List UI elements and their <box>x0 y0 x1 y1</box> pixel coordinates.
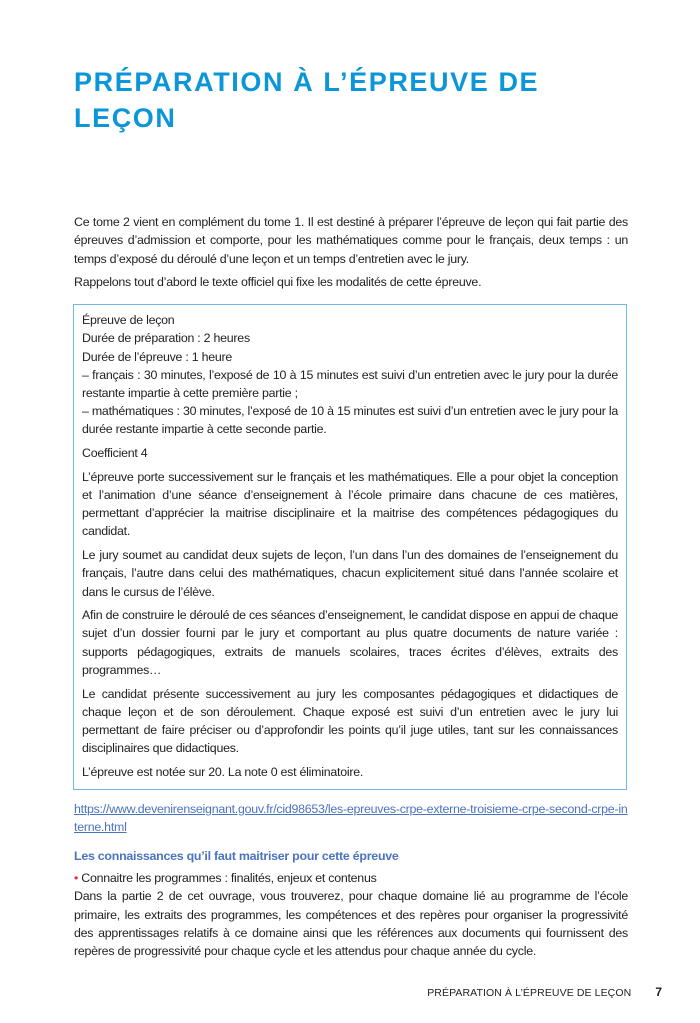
box-paragraph: L’épreuve est notée sur 20. La note 0 est éliminatoire. <box>82 764 364 779</box>
official-link[interactable]: https://www.devenirenseignant.gouv.fr/cid98653/les-epreuves-crpe-externe-troisieme-crpe-second-crpe-interne.html <box>74 802 628 835</box>
intro <box>74 213 628 296</box>
box-line: – français : 30 minutes, l’exposé de 10 à 15 minutes est suivi d’un entretien avec le jury pour la durée restante impartie à cette première partie ; <box>82 367 618 400</box>
section-body <box>74 869 628 965</box>
bullet-item <box>74 869 628 887</box>
intro-paragraph: Ce tome 2 vient en complément du tome 1. Il est destiné à préparer l’épreuve de leçon qui fait partie des épreuves d’admission et comporte, pour les mathématiques comme pour le français, deux temps : un temps d’exposé du déroulé d’une leçon et un temps d’entretien avec le jury. <box>74 215 628 266</box>
running-footer: PRÉPARATION À L’ÉPREUVE DE LEÇON <box>427 987 632 1000</box>
bullet-title: Connaitre les programmes : finalités, enjeux et contenus <box>81 870 377 885</box>
coefficient: Coefficient 4 <box>82 446 148 461</box>
page-number: 7 <box>655 985 662 1000</box>
box-line: Durée de préparation : 2 heures <box>82 331 250 346</box>
section-heading: Les connaissances qu’il faut maitriser pour cette épreuve <box>74 848 399 863</box>
intro-paragraph: Rappelons tout d’abord le texte officiel qui fixe les modalités de cette épreuve. <box>74 274 482 289</box>
box-paragraph: Le candidat présente successivement au jury les composantes pédagogiques et didactiques de chaque leçon et de son déroulement. Chaque exposé est suivi d’un entretien avec le jury lui permettant de faire préciser ou d’approfondir les points qu’il juge utiles, tant sur les connaissances disciplinaires que didactiques. <box>82 686 618 756</box>
box-line: – mathématiques : 30 minutes, l’exposé de 10 à 15 minutes est suivi d’un entretien avec le jury pour la durée restante impartie à cette seconde partie. <box>82 404 618 437</box>
page-footer <box>74 965 662 999</box>
box-line: Durée de l’épreuve : 1 heure <box>82 349 233 364</box>
page-title: PRÉPARATION À L’ÉPREUVE DE LEÇON <box>74 67 540 133</box>
box-line: Épreuve de leçon <box>82 313 175 328</box>
box-paragraph: Afin de construire le déroulé de ces séances d’enseignement, le candidat dispose en appui de chaque sujet d’un dossier fourni par le jury et comportant au plus quatre documents de nature variée : supports pédagogiques, extraits de manuels scolaires, traces écrites d’élèves, extraits des programmes… <box>82 608 618 677</box>
box-paragraph: L’épreuve porte successivement sur le français et les mathématiques. Elle a pour objet la conception et l’animation d’une séance d’enseignement à l’école primaire dans chacune de ces matières, permettant d’apprécier la maitrise disciplinaire et la maitrise des compétences pédagogiques du candidat. <box>82 469 618 539</box>
box-paragraph: Le jury soumet au candidat deux sujets de leçon, l’un dans l’un des domaines de l’enseignement du français, l’autre dans celui des mathématiques, chacun explicitement situé dans l’année scolaire et dans le cursus de l’élève. <box>82 548 618 599</box>
official-text-box <box>73 304 627 790</box>
section-paragraph: Dans la partie 2 de cet ouvrage, vous trouverez, pour chaque domaine lié au programme de l’école primaire, les extraits des programmes, les compétences et des repères pour organiser la progressivité des apprentissages relatifs à ce domaine ainsi que les références aux documents qui fournissent des repères de progressivité pour chaque cycle et les attendus pour chaque année du cycle. <box>74 889 628 959</box>
bullet-icon: • <box>74 870 79 885</box>
